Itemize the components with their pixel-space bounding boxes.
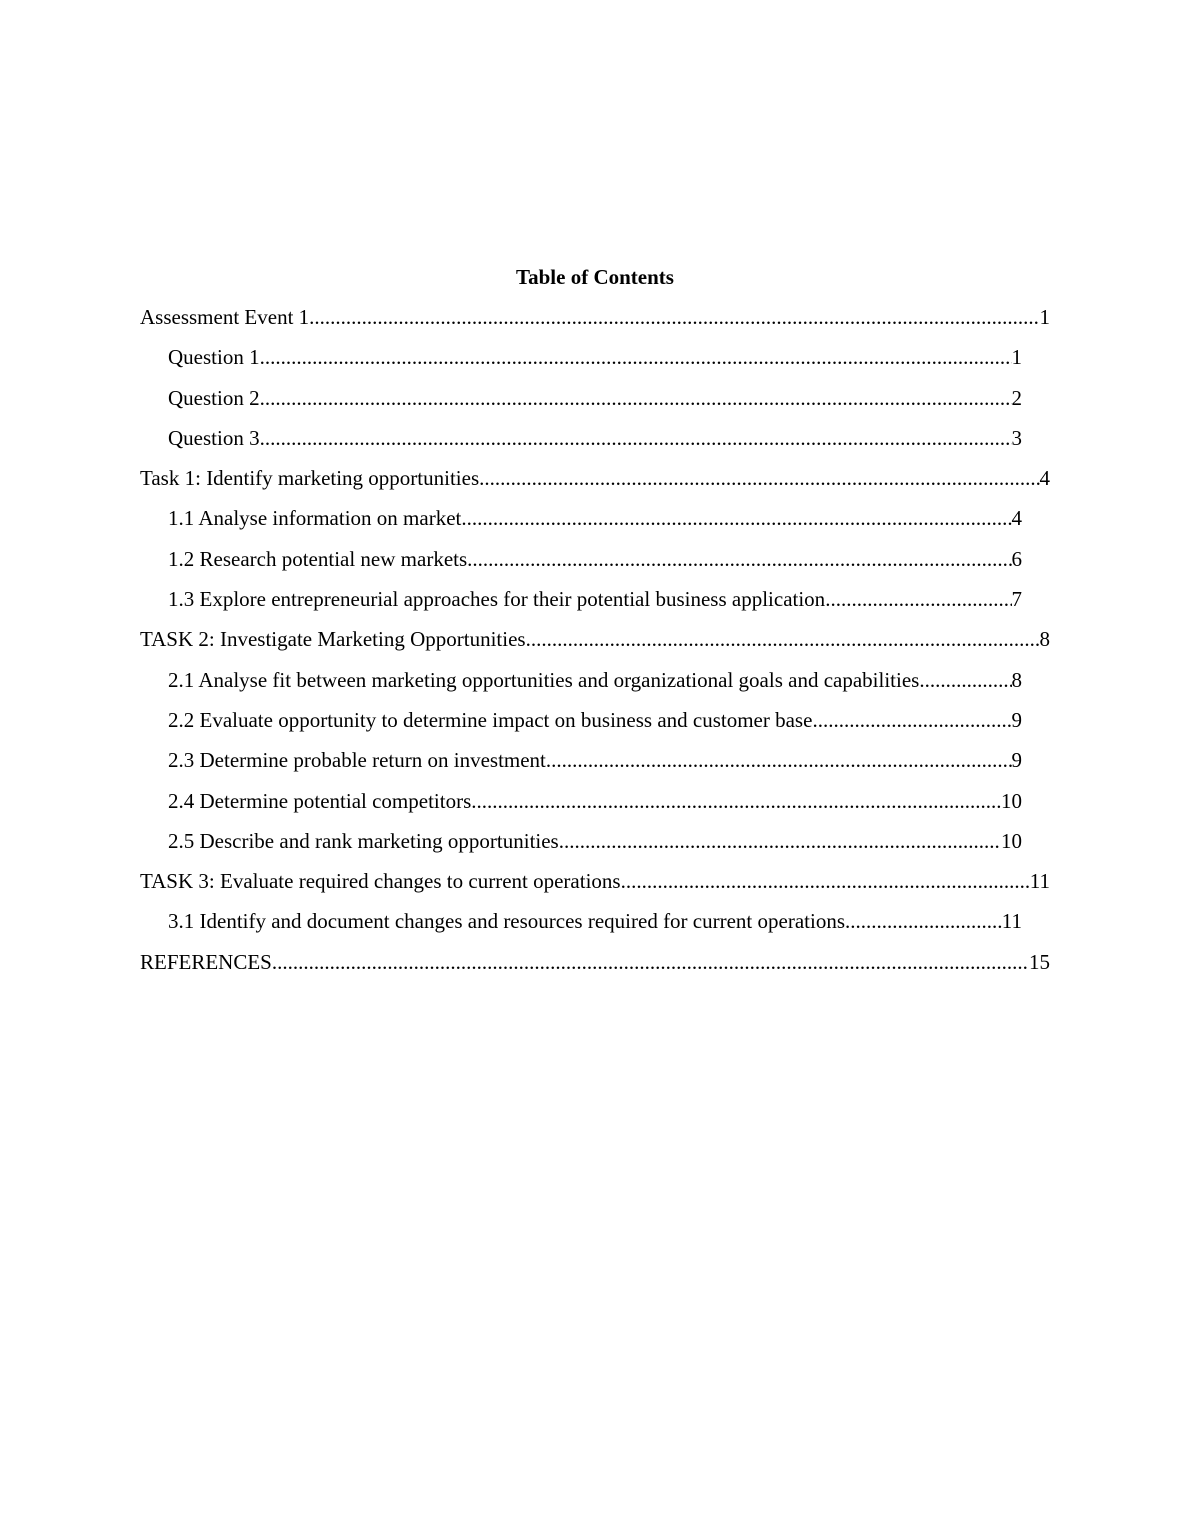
toc-page-number: 4 <box>1011 506 1022 531</box>
toc-entry-task-2[interactable] <box>140 625 1050 665</box>
toc-entry-question-2[interactable] <box>168 384 1022 424</box>
toc-entry-2-2[interactable] <box>168 706 1022 746</box>
toc-dot-leader <box>526 625 1040 653</box>
toc-page-number: 7 <box>1011 587 1022 612</box>
toc-page-number: 10 <box>1001 788 1022 813</box>
toc-page-number: 11 <box>1001 909 1022 934</box>
toc-dot-leader <box>621 867 1030 895</box>
toc-entry-text: Assessment Event 1 <box>140 305 310 329</box>
toc-dot-leader <box>845 907 1002 935</box>
toc-entry-1-2[interactable] <box>168 545 1022 585</box>
toc-dot-leader <box>260 424 1012 452</box>
toc-entry-text: Question 3 <box>168 425 260 450</box>
toc-entry-assessment-event-1[interactable] <box>140 303 1050 343</box>
toc-page-number: 15 <box>1029 949 1050 974</box>
toc-entry-text: TASK 2: Investigate Marketing Opportunities <box>140 627 526 652</box>
toc-entry-text: 2.3 Determine probable return on investment <box>168 748 546 773</box>
toc-title: Table of Contents <box>516 265 674 289</box>
toc-entry-2-3[interactable] <box>168 746 1022 786</box>
toc-entry-references[interactable] <box>140 948 1050 988</box>
toc-entry-2-1[interactable] <box>168 666 1022 706</box>
toc-entry-text: Question 2 <box>168 385 260 410</box>
toc-page-number: 1 <box>1011 345 1022 370</box>
toc-dot-leader <box>272 948 1029 976</box>
toc-dot-leader <box>260 343 1012 371</box>
toc-dot-leader <box>467 545 1011 573</box>
toc-dot-leader <box>546 746 1012 774</box>
toc-entry-1-1[interactable] <box>168 504 1022 544</box>
toc-page-number: 9 <box>1011 707 1022 732</box>
toc-page-number: 4 <box>1039 466 1050 491</box>
toc-entry-text: 2.2 Evaluate opportunity to determine impact on business and customer base <box>168 707 813 732</box>
toc-page-number: 2 <box>1011 385 1022 410</box>
toc-entry-question-3[interactable] <box>168 424 1022 464</box>
toc-dot-leader <box>812 706 1011 734</box>
toc-page-number: 1 <box>1039 305 1050 329</box>
toc-entry-text: Task 1: Identify marketing opportunities <box>140 466 480 491</box>
toc-entry-text: 1.1 Analyse information on market <box>168 506 462 531</box>
toc-page-number: 3 <box>1011 425 1022 450</box>
toc-entry-text: 2.1 Analyse fit between marketing opportunities and organizational goals and capabilities <box>168 667 920 692</box>
toc-dot-leader <box>461 504 1011 532</box>
toc-entry-3-1[interactable] <box>168 907 1022 947</box>
toc-page-number: 11 <box>1029 869 1050 894</box>
toc-dot-leader <box>479 464 1039 492</box>
toc-entry-text: 2.4 Determine potential competitors <box>168 788 472 813</box>
toc-page-number: 10 <box>1001 828 1022 853</box>
toc-dot-leader <box>309 303 1039 331</box>
toc-dot-leader <box>825 585 1011 613</box>
toc-entry-task-3[interactable] <box>140 867 1050 907</box>
toc-entry-question-1[interactable] <box>168 343 1022 383</box>
toc-page-number: 9 <box>1011 748 1022 773</box>
toc-entry-text: REFERENCES <box>140 949 272 974</box>
toc-entry-text: Question 1 <box>168 345 260 370</box>
toc-entry-text: TASK 3: Evaluate required changes to current operations <box>140 869 621 894</box>
toc-entry-2-5[interactable] <box>168 827 1022 867</box>
toc-entry-text: 1.3 Explore entrepreneurial approaches for their potential business application <box>168 587 826 612</box>
toc-entry-2-4[interactable] <box>168 787 1022 827</box>
toc-page-number: 6 <box>1011 546 1022 571</box>
toc-entry-text: 3.1 Identify and document changes and resources required for current operations <box>168 909 845 934</box>
toc-entry-text: 1.2 Research potential new markets <box>168 546 468 571</box>
toc-page-number: 8 <box>1011 667 1022 692</box>
toc-entry-text: 2.5 Describe and rank marketing opportunities <box>168 828 559 853</box>
toc-list <box>140 303 1050 988</box>
toc-dot-leader <box>919 666 1011 694</box>
toc-entry-1-3[interactable] <box>168 585 1022 625</box>
toc-dot-leader <box>471 787 1001 815</box>
toc-dot-leader <box>260 384 1012 412</box>
toc-page-number: 8 <box>1039 627 1050 652</box>
toc-entry-task-1[interactable] <box>140 464 1050 504</box>
toc-dot-leader <box>559 827 1001 855</box>
